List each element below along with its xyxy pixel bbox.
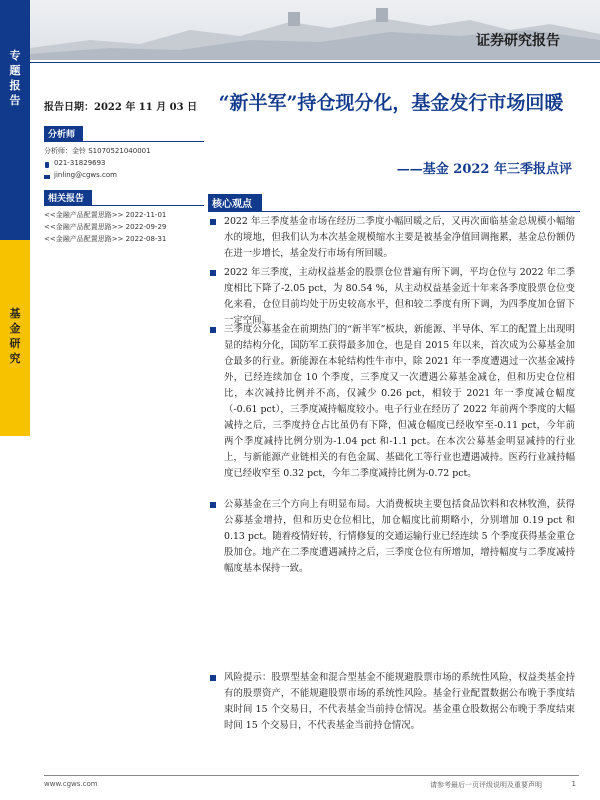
footer-disclaimer: 请参考最后一页评级说明及重要声明 bbox=[430, 781, 542, 789]
header-banner bbox=[30, 0, 600, 60]
core-viewpoint-header bbox=[208, 192, 580, 212]
related-report-item[interactable]: <<金融产品配置思路>> 2022-09-29 bbox=[44, 223, 167, 231]
analyst-divider bbox=[44, 141, 204, 142]
analyst-name: 分析师：金铃 S1070521040001 bbox=[44, 147, 151, 155]
title-block bbox=[206, 90, 576, 117]
bullet-square-icon bbox=[210, 502, 216, 508]
related-reports-list bbox=[44, 209, 204, 245]
analyst-phone: 021-31829693 bbox=[54, 159, 106, 167]
core-viewpoint-label: 核心观点 bbox=[208, 194, 262, 211]
analyst-email-row bbox=[44, 169, 204, 181]
core-paragraph-text: 三季度公募基金在前期热门的“新半军”板块，新能源、半导体、军工的配置上出现明显的结构分化，国防军工获得最多加仓，也是自 2015 年以来，首次成为公募基金加仓最多的行业。新能源在本轮结构性牛市中，除 2021 年一季度遭遇过一次基金减持外，已经连续加仓 10 个季度，三季度又一次遭遇公募基金减仓，但和历史仓位相比，本次减持比例并不高，仅减少 0.26 pct，相较于 2021 年一季度减仓幅度（-0.61 pct），三季度减持幅度较小。电子行业在经历了 2022 年前两个季度的大幅减持之后，三季度持仓占比虽仍有下降，但减仓幅度已经收窄至-0.11 pct，今年前两个季度减持比例分别为-1.04 pct 和-1.1 pct。在本次公募基金明显减持的行业上，与新能源产业链相关的有色金属、基础化工等行业也遭遇减持。医药行业减持幅度已经收窄至 0.32 pct，今年二季度减持比例为-0.72 pct。 bbox=[224, 324, 575, 479]
analyst-section-label: 分析师 bbox=[44, 126, 83, 141]
related-report-item[interactable]: <<金融产品配置思路>> 2022-08-31 bbox=[44, 235, 167, 243]
analyst-email[interactable]: jinling@cgws.com bbox=[54, 171, 117, 179]
core-viewpoint-divider bbox=[208, 211, 580, 212]
related-reports-label: 相关报告 bbox=[44, 190, 92, 205]
core-paragraph-text: 公募基金在三个方向上有明显布局。大消费板块主要包括食品饮料和农林牧渔，获得公募基金增持，但和历史仓位相比，加仓幅度比前期略小，分别增加 0.19 pct 和 0.13 pct。随着疫情好转，行情修复的交通运输行业已经连续 5 个季度获得基金重仓股加仓。地产在二季度遭遇减持之后，三季度仓位有所增加，增持幅度与二季度减持幅度基本保持一致。 bbox=[224, 499, 575, 574]
report-date: 报告日期：2022 年 11 月 03 日 bbox=[44, 102, 198, 113]
header-divider bbox=[30, 62, 600, 63]
report-subtitle: ——基金 2022 年三季报点评 bbox=[396, 162, 572, 177]
footer-url[interactable]: www.cgws.com bbox=[44, 780, 98, 788]
analyst-section bbox=[44, 122, 204, 181]
bullet-square-icon bbox=[210, 219, 216, 225]
report-title: “新半军”持仓现分化，基金发行市场回暖 bbox=[218, 92, 564, 114]
risk-warning-text: 风险提示：股票型基金和混合型基金不能规避股票市场的系统性风险，权益类基金持有的股票资产，不能规避股票市场的系统性风险。基金行业配置数据公布晚于季度结束时间 15 个交易日，不代表基金当前持仓情况。基金重仓股数据公布晚于季度结束时间 15 个交易日，不代表基金当前持仓情况。 bbox=[224, 672, 575, 731]
footer-divider bbox=[44, 775, 579, 776]
related-divider bbox=[44, 205, 204, 206]
bullet-square-icon bbox=[210, 270, 216, 276]
core-paragraph-3 bbox=[210, 322, 575, 482]
sidebar-research-category: 基 金 研 究 bbox=[9, 307, 21, 365]
analyst-phone-row bbox=[44, 157, 204, 169]
left-sidebar bbox=[0, 0, 30, 800]
bullet-square-icon bbox=[210, 675, 216, 681]
core-paragraph-text: 2022 年三季度基金市场在经历二季度小幅回暖之后，又再次面临基金总规模小幅缩水的境地，但我们认为本次基金规模缩水主要是被基金净值回调拖累，基金总份额仍在进一步增长，基金发行市场有所回暖。 bbox=[224, 216, 575, 259]
related-report-item[interactable]: <<金融产品配置思路>> 2022-11-01 bbox=[44, 211, 167, 219]
email-icon bbox=[44, 172, 50, 178]
core-paragraph-2 bbox=[210, 265, 575, 329]
sidebar-blue-band bbox=[0, 0, 30, 240]
report-type-label: 证券研究报告 bbox=[476, 33, 560, 49]
core-paragraph-1 bbox=[210, 214, 575, 262]
phone-icon bbox=[44, 160, 50, 166]
core-paragraph-text: 2022 年三季度，主动权益基金的股票仓位普遍有所下调，平均仓位与 2022 年二季度相比下降了-2.05 pct，为 80.54 %，从主动权益基金近十年来各季度股票仓位变化来看，仓位目前均处于历史较高水平，但和较二季度有所下调，为四季度加仓留下一定空间。 bbox=[224, 267, 575, 326]
core-paragraph-4 bbox=[210, 497, 575, 577]
related-reports-section bbox=[44, 186, 204, 245]
sidebar-report-category: 专 题 报 告 bbox=[9, 49, 21, 107]
page-number: 1 bbox=[571, 780, 576, 788]
bullet-square-icon bbox=[210, 327, 216, 333]
risk-warning bbox=[210, 670, 575, 734]
